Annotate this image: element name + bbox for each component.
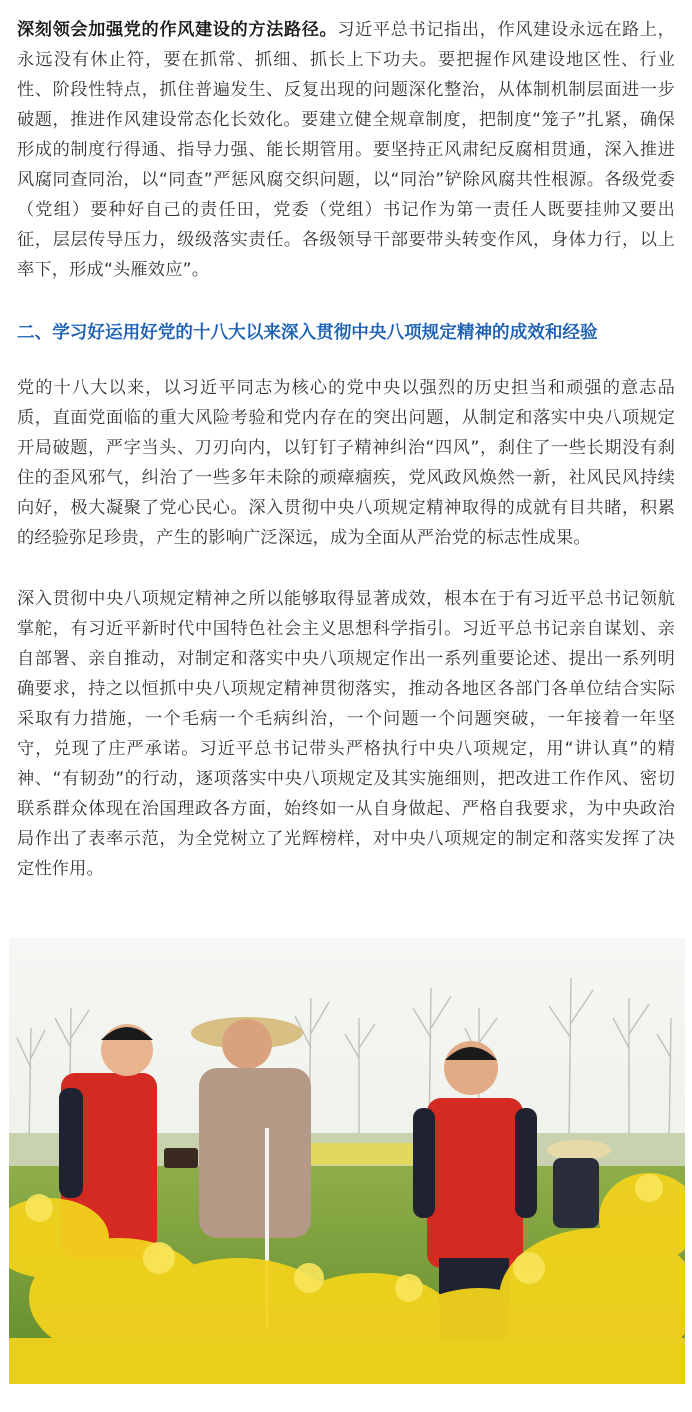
paragraph-work-style-methods: [17, 15, 675, 285]
paragraph-achievements: 党的十八大以来，以习近平同志为核心的党中央以强烈的历史担当和顽强的意志品质，直面党面临的重大风险考验和党内存在的突出问题，从制定和落实中央八项规定开局破题，严字当头、刀刃向内，以钉钉子精神纠治“四风”，刹住了一些长期没有刹住的歪风邪气，纠治了一些多年未除的顽瘴痼疾，党风政风焕然一新，社风民风持续向好，极大凝聚了党心民心。深入贯彻中央八项规定精神取得的成就有目共睹，积累的经验弥足珍贵，产生的影响广泛深远，成为全面从严治党的标志性成果。: [17, 378, 675, 548]
paragraph-reasons: 深入贯彻中央八项规定精神之所以能够取得显著成效，根本在于有习近平总书记领航掌舵，有习近平新时代中国特色社会主义思想科学指引。习近平总书记亲自谋划、亲自部署、亲自推动，对制定和落实中央八项规定作出一系列重要论述、提出一系列明确要求，持之以恒抓中央八项规定精神贯彻落实，推动各地区各部门各单位结合实际采取有力措施，一个毛病一个毛病纠治，一个问题一个问题突破，一年接着一年坚守，兑现了庄严承诺。习近平总书记带头严格执行中央八项规定，用“讲认真”的精神、“有韧劲”的行动，逐项落实中央八项规定及其实施细则，把改进工作作风、密切联系群众体现在治国理政各方面，始终如一从自身做起、严格自我要求，为中央政治局作出了表率示范，为全党树立了光辉榜样，对中央八项规定的制定和落实发挥了决定性作用。: [17, 589, 675, 879]
section-heading: 二、学习好运用好党的十八大以来深入贯彻中央八项规定精神的成效和经验: [17, 323, 598, 343]
paragraph-lead: 深刻领会加强党的作风建设的方法路径。: [17, 20, 338, 40]
paragraph-body: 习近平总书记指出，作风建设永远在路上，永远没有休止符，要在抓常、抓细、抓长上下功夫。要把握作风建设地区性、行业性、阶段性特点，抓住普遍发生、反复出现的问题深化整治，从体制机制层面进一步破题，推进作风建设常态化长效化。要建立健全规章制度，把制度“笼子”扎紧，确保形成的制度行得通、指导力强、能长期管用。要坚持正风肃纪反腐相贯通，深入推进风腐同查同治，以“同查”严惩风腐交织问题，以“同治”铲除风腐共性根源。各级党委（党组）要种好自己的责任田，党委（党组）书记作为第一责任人既要挂帅又要出征，层层传导压力，级级落实责任。各级领导干部要带头转变作风，身体力行，以上率下，形成“头雁效应”。: [17, 20, 675, 280]
field-photo: [9, 938, 685, 1384]
